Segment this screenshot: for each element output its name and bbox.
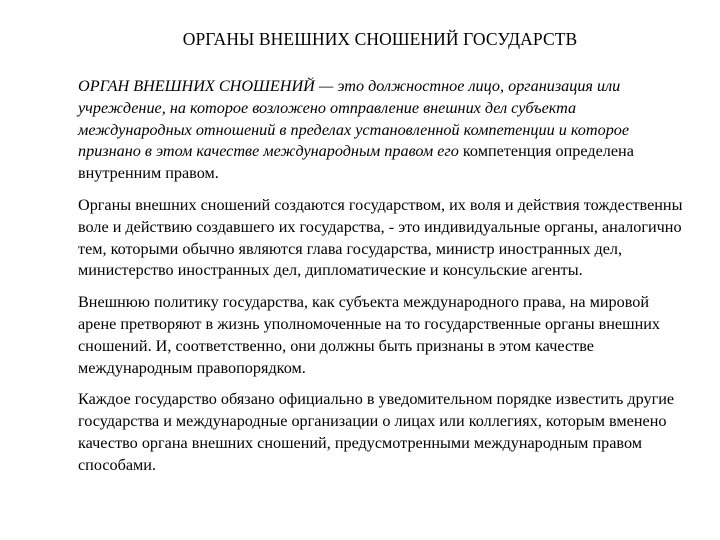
paragraph-foreign-policy: Внешнюю политику государства, как субъекта международного права, на мировой арене претворяют в жизнь уполномоченные на то государственные органы внешних сношений. И, соответственно, они должны быть признаны в этом качестве международным правопорядком. bbox=[78, 293, 660, 377]
paragraph-creation: Органы внешних сношений создаются государством, их воля и действия тождественны воле и действию создавшего их государства, - это индивидуальные органы, аналогично тем, которыми обычно являются глава государства, министр иностранных дел, министерство иностранных дел, дипломатические и консульские агенты. bbox=[78, 195, 683, 280]
paragraph-definition bbox=[78, 76, 690, 185]
paragraph-notification: Каждое государство обязано официально в уведомительном порядке известить другие государства и международные организации о лицах или коллегиях, которым вменено качество органа внешних сношений, предусмотренными международным правом способами. bbox=[78, 390, 675, 474]
definition-italic-text: ОРГАН ВНЕШНИХ СНОШЕНИЙ — это должностное лицо, организация или учреждение, на которое возложено отправление внешних дел субъекта международных отношений в пределах установленной компетенции и которое признано в этом качестве международным правом его bbox=[78, 77, 630, 161]
slide-body bbox=[78, 76, 690, 487]
definition-normal-text: компетенция определена внутренним правом. bbox=[78, 142, 634, 183]
slide-title: ОРГАНЫ ВНЕШНИХ СНОШЕНИЙ ГОСУДАРСТВ bbox=[182, 29, 578, 49]
